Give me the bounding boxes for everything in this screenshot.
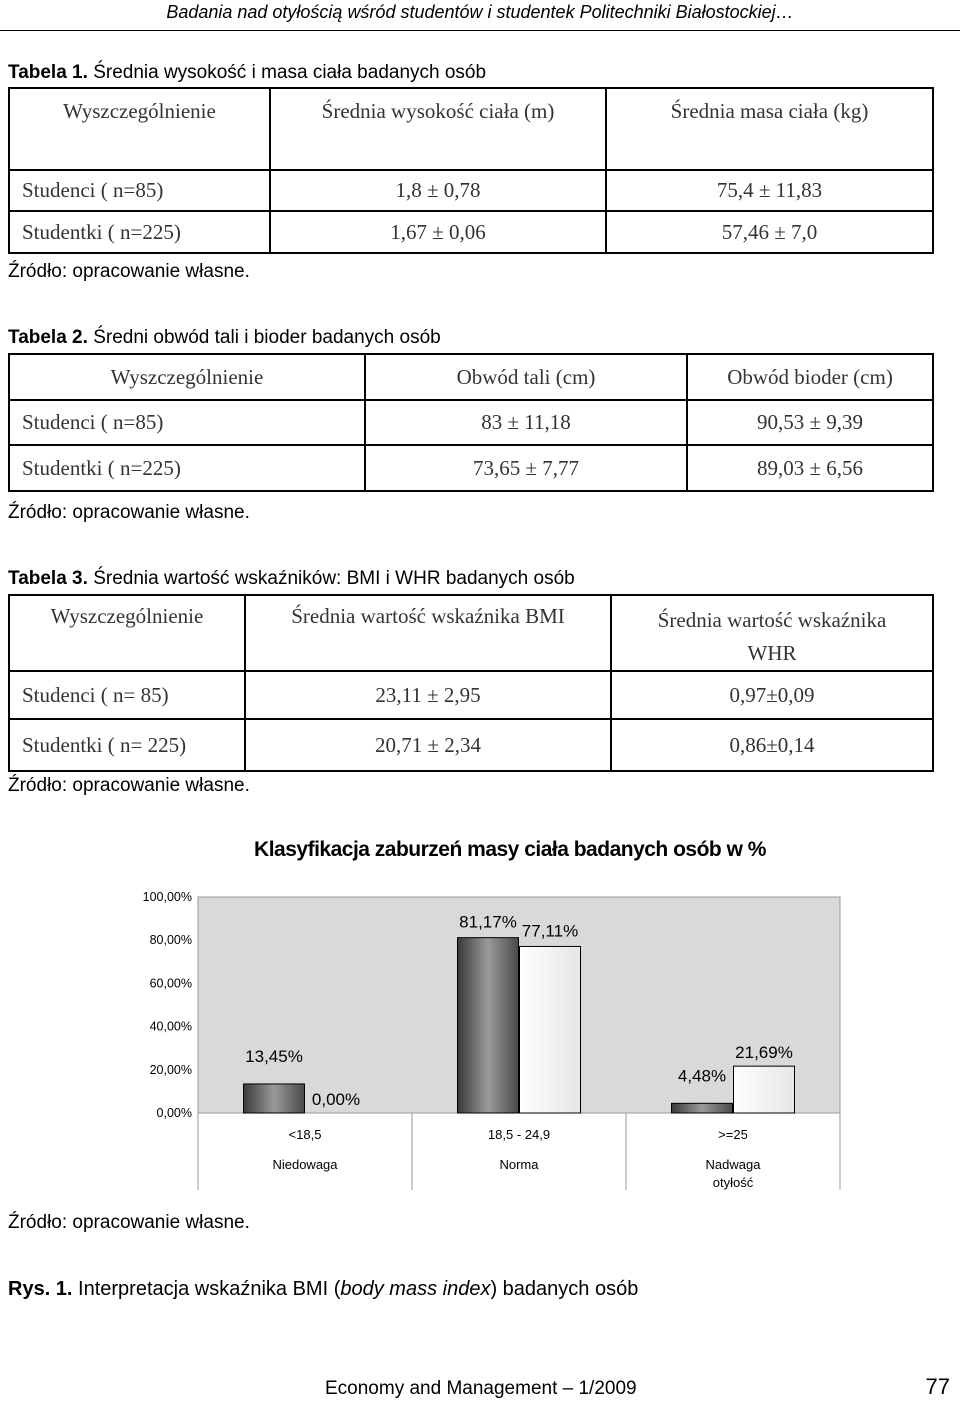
table3-cell: Studentki ( n= 225) [9, 719, 245, 771]
figure-label: Rys. 1. [8, 1278, 73, 1300]
bar [520, 946, 581, 1113]
table3-cell: Studenci ( n= 85) [9, 671, 245, 719]
header-rule [0, 30, 960, 31]
bar [244, 1084, 305, 1113]
bar [734, 1066, 795, 1113]
table2-cell: Studenci ( n=85) [9, 400, 365, 445]
table2-cell: 73,65 ± 7,77 [365, 445, 687, 491]
figure-caption [8, 1278, 638, 1301]
x-tick-label: <18,5 [288, 1127, 322, 1142]
table3-header-cell: Wyszczególnienie [9, 595, 245, 671]
table2-header-cell: Wyszczególnienie [9, 354, 365, 400]
table-row [9, 170, 933, 211]
journal-footer: Economy and Management – 1/2009 [325, 1378, 637, 1399]
table3-header-cell: Średnia wartość wskaźnika BMI [245, 595, 611, 671]
table1-cell: Studentki ( n=225) [9, 211, 270, 253]
y-tick-label: 0,00% [156, 1106, 192, 1120]
table-row [9, 400, 933, 445]
table2-caption [8, 327, 441, 349]
bar [458, 938, 519, 1113]
category-name: Niedowaga [272, 1157, 338, 1172]
table3-title: Średnia wartość wskaźników: BMI i WHR badanych osób [93, 568, 575, 589]
figure-caption-pre: Interpretacja wskaźnika BMI ( [72, 1278, 341, 1300]
table1-caption [8, 62, 486, 84]
data-label: 77,11% [521, 921, 579, 941]
table2-header-cell: Obwód tali (cm) [365, 354, 687, 400]
table2-title: Średni obwód tali i bioder badanych osób [93, 327, 441, 348]
data-label: 13,45% [245, 1046, 303, 1066]
table-row [9, 671, 933, 719]
chart-title: Klasyfikacja zaburzeń masy ciała badanych osób w % [254, 838, 766, 861]
table1-header-cell: Wyszczególnienie [9, 88, 270, 170]
table3-cell: 20,71 ± 2,34 [245, 719, 611, 771]
table2-header-cell: Obwód bioder (cm) [687, 354, 933, 400]
running-header: Badania nad otyłością wśród studentów i studentek Politechniki Białostockiej… [166, 2, 794, 22]
data-label: 0,00% [311, 1090, 361, 1109]
table2-cell: 90,53 ± 9,39 [687, 400, 933, 445]
table1-header-cell: Średnia wysokość ciała (m) [270, 88, 606, 170]
table1-cell: Studenci ( n=85) [9, 170, 270, 211]
table1-cell: 75,4 ± 11,83 [606, 170, 933, 211]
table2 [8, 353, 934, 492]
table1-cell: 1,8 ± 0,78 [270, 170, 606, 211]
data-label: 4,48% [677, 1066, 727, 1086]
category-name: Norma [499, 1157, 539, 1172]
y-tick-label: 80,00% [149, 933, 192, 948]
table1-header-cell: Średnia masa ciała (kg) [606, 88, 933, 170]
table3-caption [8, 568, 575, 590]
page-number: 77 [925, 1374, 950, 1399]
table2-cell: 83 ± 11,18 [365, 400, 687, 445]
table3-cell: 0,86±0,14 [611, 719, 933, 771]
table3 [8, 594, 934, 772]
table1-label: Tabela 1. [8, 62, 88, 83]
table1-source: Źródło: opracowanie własne. [8, 261, 250, 282]
table1-cell: 57,46 ± 7,0 [606, 211, 933, 253]
category-name: otyłość [712, 1175, 754, 1190]
x-tick-label: 18,5 - 24,9 [487, 1127, 551, 1142]
table2-cell: Studentki ( n=225) [9, 445, 365, 491]
chart-source: Źródło: opracowanie własne. [8, 1212, 250, 1233]
table-row [9, 719, 933, 771]
table3-source: Źródło: opracowanie własne. [8, 775, 250, 796]
table3-cell: 0,97±0,09 [611, 671, 933, 719]
table1-title: Średnia wysokość i masa ciała badanych osób [93, 62, 487, 83]
y-tick-label: 20,00% [149, 1062, 192, 1077]
table2-cell: 89,03 ± 6,56 [687, 445, 933, 491]
figure-caption-italic: body mass index [340, 1278, 491, 1300]
table2-label: Tabela 2. [8, 327, 88, 348]
data-label: 81,17% [459, 912, 517, 932]
table-row [9, 445, 933, 491]
table3-label: Tabela 3. [8, 568, 88, 589]
x-tick-label: >=25 [718, 1127, 748, 1142]
figure-caption-post: ) badanych osób [490, 1278, 639, 1300]
y-tick-label: 40,00% [149, 1019, 192, 1034]
y-tick-label: 100,00% [142, 890, 192, 904]
bar [672, 1103, 733, 1113]
table2-source: Źródło: opracowanie własne. [8, 502, 250, 523]
bar-chart [120, 880, 860, 1200]
y-tick-label: 60,00% [149, 976, 192, 991]
table1-cell: 1,67 ± 0,06 [270, 211, 606, 253]
table-row [9, 211, 933, 253]
table3-cell: 23,11 ± 2,95 [245, 671, 611, 719]
table1 [8, 87, 934, 254]
data-label: 21,69% [735, 1043, 793, 1063]
table3-header-cell: Średnia wartość wskaźnika WHR [611, 595, 933, 671]
category-name: Nadwaga [705, 1157, 761, 1172]
